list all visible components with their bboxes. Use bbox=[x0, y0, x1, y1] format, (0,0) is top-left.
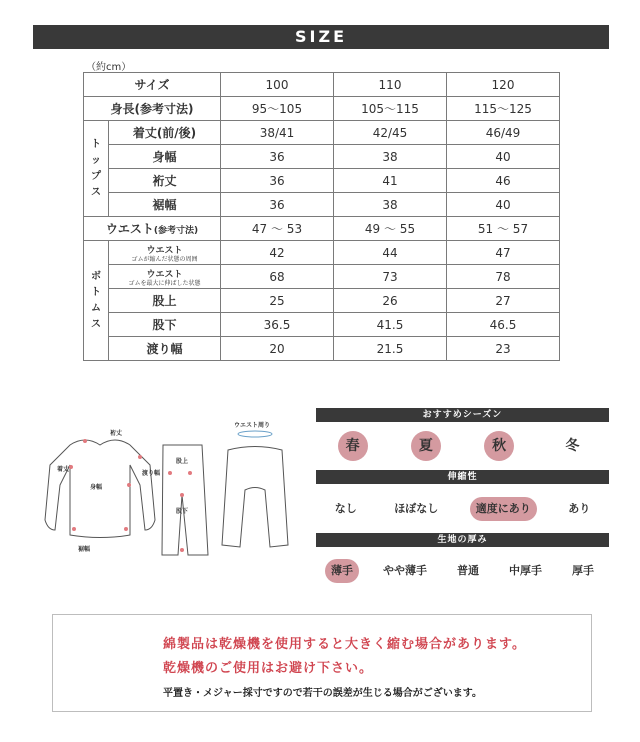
cell: 73 bbox=[334, 265, 447, 289]
cell: 46 bbox=[447, 169, 560, 193]
stretch-option: ほぼなし bbox=[394, 502, 439, 515]
cell: 47 〜 53 bbox=[221, 217, 334, 241]
cell: 78 bbox=[447, 265, 560, 289]
notice-line-3: 平置き・メジャー採寸ですので若干の誤差が生じる場合がございます。 bbox=[163, 688, 482, 699]
table-row bbox=[84, 313, 560, 337]
cell: 27 bbox=[447, 289, 560, 313]
notice-line-1: 綿製品は乾燥機を使用すると大きく縮む場合があります。 bbox=[163, 637, 526, 652]
unit-note: （約cm） bbox=[86, 62, 132, 73]
row-label: 裾幅 bbox=[109, 193, 221, 217]
susohaba-label: 裾幅 bbox=[78, 546, 91, 553]
season-option: 春 bbox=[338, 431, 368, 461]
bottoms-group-label: ボ ト ム ス bbox=[84, 241, 109, 361]
season-title: おすすめシーズン bbox=[316, 408, 609, 422]
cell: 20 bbox=[221, 337, 334, 361]
watarihaba-label: 渡り幅 bbox=[142, 470, 161, 477]
row-sublabel: ゴムが縮んだ状態の周囲 bbox=[131, 255, 198, 263]
cell: 41.5 bbox=[334, 313, 447, 337]
row-label: 渡り幅 bbox=[109, 337, 221, 361]
size-120: 120 bbox=[447, 73, 560, 97]
size-100: 100 bbox=[221, 73, 334, 97]
matagami-label: 股上 bbox=[176, 458, 189, 465]
cell: 51 〜 57 bbox=[447, 217, 560, 241]
cell: 49 〜 55 bbox=[334, 217, 447, 241]
thickness-options bbox=[316, 559, 609, 583]
cell: 68 bbox=[221, 265, 334, 289]
cell: 95〜105 bbox=[221, 97, 334, 121]
table-row bbox=[84, 169, 560, 193]
kitake-label: 着丈 bbox=[57, 466, 70, 473]
cell: 26 bbox=[334, 289, 447, 313]
size-label: サイズ bbox=[84, 73, 221, 97]
cell: 36.5 bbox=[221, 313, 334, 337]
row-label: 裄丈 bbox=[109, 169, 221, 193]
waist-label-text: ウエスト bbox=[105, 222, 154, 236]
table-row bbox=[84, 289, 560, 313]
cell: 42 bbox=[221, 241, 334, 265]
cell: 40 bbox=[447, 193, 560, 217]
table-row bbox=[84, 121, 560, 145]
table-row bbox=[84, 217, 560, 241]
cell: 36 bbox=[221, 193, 334, 217]
row-sublabel: ゴムを最大に伸ばした状態 bbox=[128, 279, 201, 287]
cell: 42/45 bbox=[334, 121, 447, 145]
cell: 36 bbox=[221, 169, 334, 193]
cell: 47 bbox=[447, 241, 560, 265]
stretch-title: 伸縮性 bbox=[316, 470, 609, 484]
size-110: 110 bbox=[334, 73, 447, 97]
cell: 46.5 bbox=[447, 313, 560, 337]
cell: 44 bbox=[334, 241, 447, 265]
cell: 38/41 bbox=[221, 121, 334, 145]
table-row bbox=[84, 145, 560, 169]
cell: 25 bbox=[221, 289, 334, 313]
thickness-option: 普通 bbox=[457, 564, 479, 577]
cell: 105〜115 bbox=[334, 97, 447, 121]
table-row bbox=[84, 265, 560, 289]
thickness-option: 薄手 bbox=[325, 559, 359, 583]
waist-ref-label bbox=[84, 217, 221, 241]
table-row bbox=[84, 193, 560, 217]
size-table bbox=[83, 72, 560, 361]
season-options bbox=[316, 431, 609, 461]
waist-around-label: ウエスト周り bbox=[234, 422, 271, 429]
cell: 40 bbox=[447, 145, 560, 169]
row-label: 身幅 bbox=[109, 145, 221, 169]
season-option: 夏 bbox=[411, 431, 441, 461]
measurement-diagram bbox=[30, 405, 300, 595]
row-label: 股下 bbox=[109, 313, 221, 337]
season-option: 冬 bbox=[565, 438, 580, 454]
table-header-row bbox=[84, 73, 560, 97]
season-option: 秋 bbox=[484, 431, 514, 461]
cell: 41 bbox=[334, 169, 447, 193]
cell: 23 bbox=[447, 337, 560, 361]
row-label-text: ウエスト bbox=[146, 269, 183, 280]
stretch-options bbox=[316, 497, 609, 521]
thickness-option: やや薄手 bbox=[383, 564, 427, 577]
notice-line-2: 乾燥機のご使用はお避け下さい。 bbox=[163, 661, 374, 676]
height-label: 身長(参考寸法) bbox=[84, 97, 221, 121]
waist-label-suffix: (参考寸法) bbox=[153, 226, 199, 236]
yukitake-label: 裄丈 bbox=[110, 430, 123, 437]
care-notice bbox=[52, 614, 592, 712]
cell: 38 bbox=[334, 145, 447, 169]
stretch-option: あり bbox=[568, 502, 591, 515]
table-row bbox=[84, 241, 560, 265]
mihaba-label: 身幅 bbox=[90, 484, 103, 491]
cell: 115〜125 bbox=[447, 97, 560, 121]
cell: 38 bbox=[334, 193, 447, 217]
row-label bbox=[109, 265, 221, 289]
tops-group-label: ト ッ プ ス bbox=[84, 121, 109, 217]
table-row bbox=[84, 337, 560, 361]
matashita-label: 股下 bbox=[176, 508, 189, 515]
size-header: SIZE bbox=[33, 25, 609, 49]
thickness-title: 生地の厚み bbox=[316, 533, 609, 547]
stretch-option: 適度にあり bbox=[470, 497, 537, 521]
thickness-option: 厚手 bbox=[572, 564, 594, 577]
cell: 21.5 bbox=[334, 337, 447, 361]
row-label-text: ウエスト bbox=[146, 245, 183, 256]
row-label bbox=[109, 241, 221, 265]
stretch-option: なし bbox=[334, 502, 357, 515]
row-label: 股上 bbox=[109, 289, 221, 313]
thickness-option: 中厚手 bbox=[509, 564, 542, 577]
cell: 46/49 bbox=[447, 121, 560, 145]
table-row bbox=[84, 97, 560, 121]
row-label: 着丈(前/後) bbox=[109, 121, 221, 145]
cell: 36 bbox=[221, 145, 334, 169]
